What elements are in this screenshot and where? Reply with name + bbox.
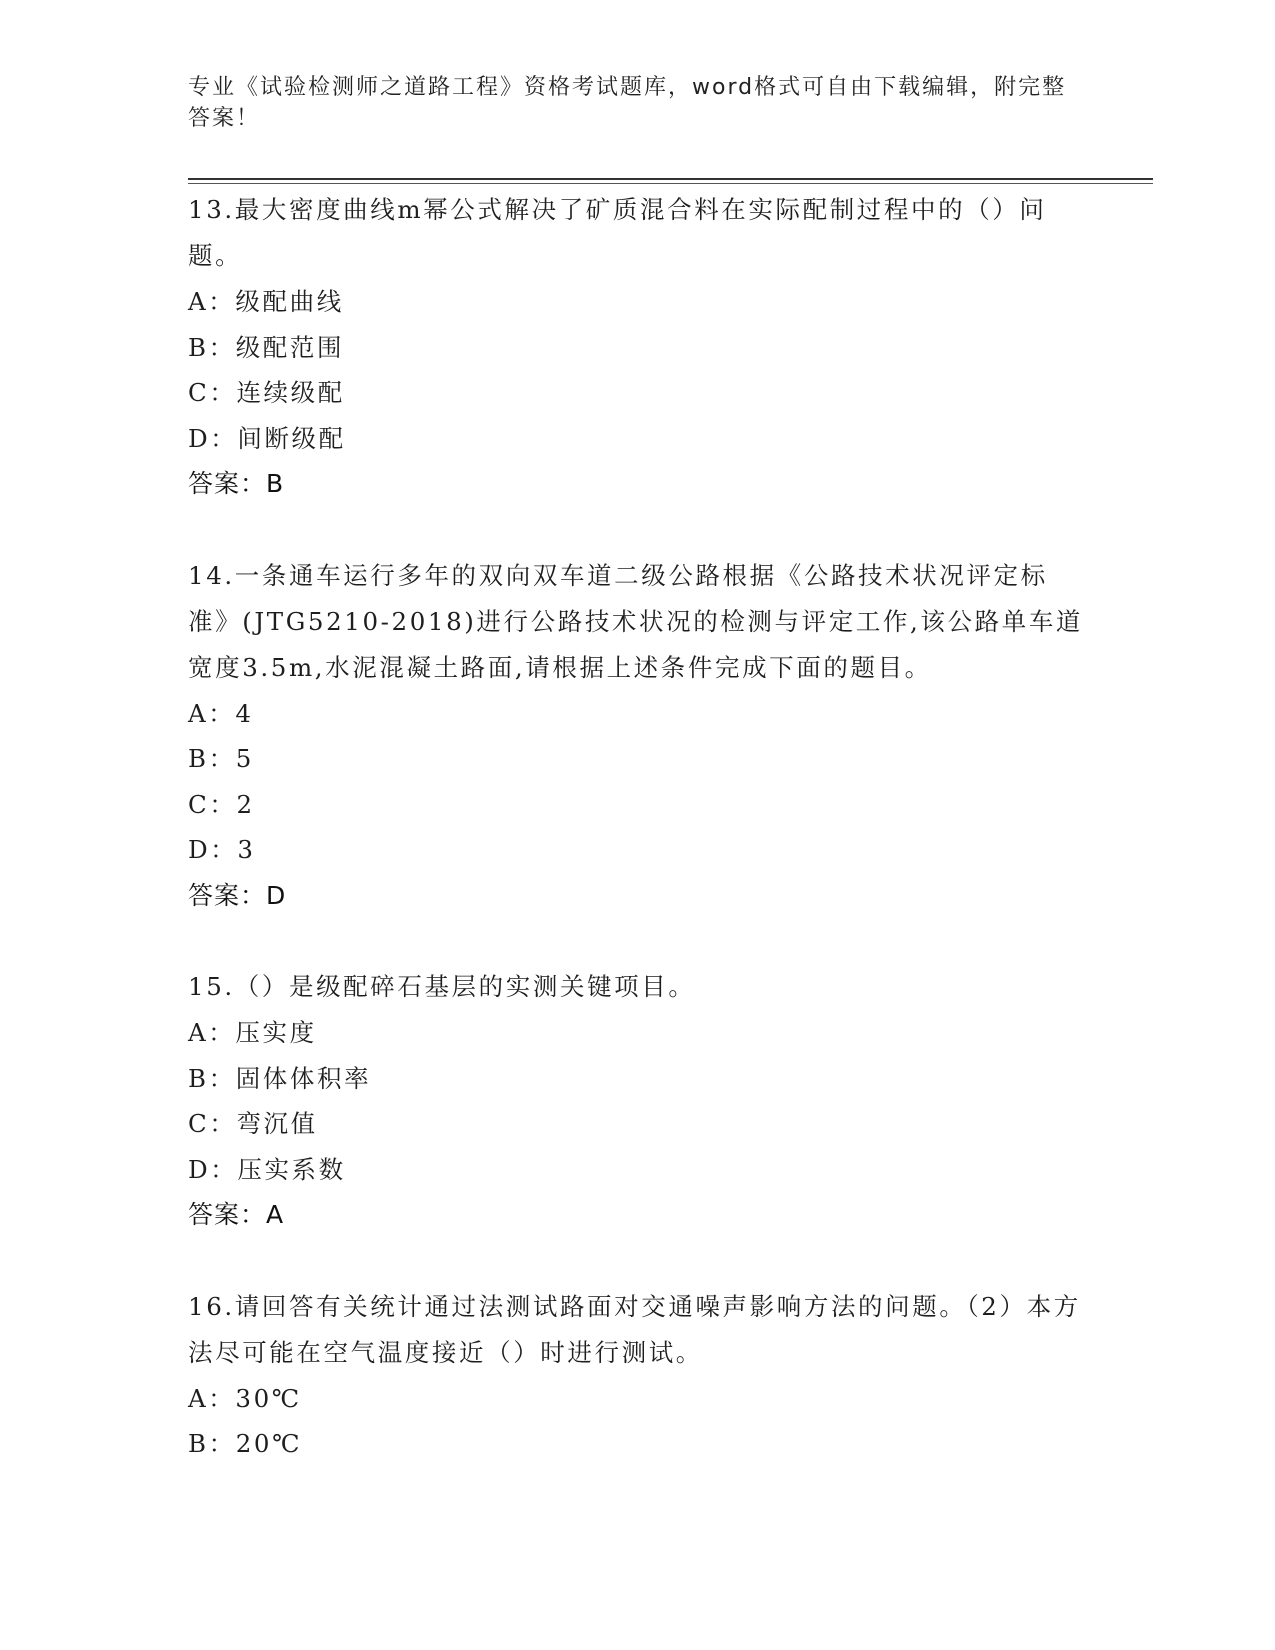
option-c: C：2 [188, 789, 255, 819]
option-a: A：压实度 [188, 1018, 317, 1047]
option-d: D：3 [188, 835, 256, 864]
header-divider-thick [188, 178, 1153, 180]
option-a: A：4 [188, 698, 254, 728]
question-text: 15.（）是级配碎石基层的实测关键项目。 [188, 972, 696, 1001]
option-d: D：压实系数 [188, 1154, 346, 1184]
document-header: 专业《试验检测师之道路工程》资格考试题库，word格式可自由下载编辑，附完整答案！ [188, 75, 1067, 131]
option-b: B：5 [188, 744, 254, 773]
header-divider-thin [188, 183, 1153, 184]
option-a: A：级配曲线 [188, 287, 344, 316]
option-c: C：连续级配 [188, 378, 345, 407]
answer: 答案：D [188, 880, 287, 910]
option-b: B：固体体积率 [188, 1063, 372, 1093]
question-16 [188, 1284, 1088, 1467]
question-14 [188, 553, 1088, 919]
question-spacer [188, 1238, 1088, 1284]
answer: 答案：A [188, 1200, 285, 1229]
question-text: 13.最大密度曲线m幂公式解决了矿质混合料在实际配制过程中的（）问题。 [188, 195, 1047, 270]
question-spacer [188, 507, 1088, 553]
answer: 答案：B [188, 469, 285, 498]
option-b: B：级配范围 [188, 332, 345, 362]
question-spacer [188, 918, 1088, 964]
option-c: C：弯沉值 [188, 1109, 318, 1138]
option-a: A：30℃ [188, 1383, 302, 1413]
question-15 [188, 964, 1088, 1238]
question-13 [188, 187, 1088, 507]
option-b: B：20℃ [188, 1429, 303, 1458]
question-text: 14.一条通车运行多年的双向双车道二级公路根据《公路技术状况评定标准》(JTG5210-2018)进行公路技术状况的检测与评定工作,该公路单车道宽度3.5m,水泥混凝土路面,请根据上述条件完成下面的题目。 [188, 560, 1084, 682]
question-text: 16.请回答有关统计通过法测试路面对交通噪声影响方法的问题。（2）本方法尽可能在空气温度接近（）时进行测试。 [188, 1291, 1081, 1367]
question-list [188, 187, 1088, 1467]
option-d: D：间断级配 [188, 423, 346, 453]
